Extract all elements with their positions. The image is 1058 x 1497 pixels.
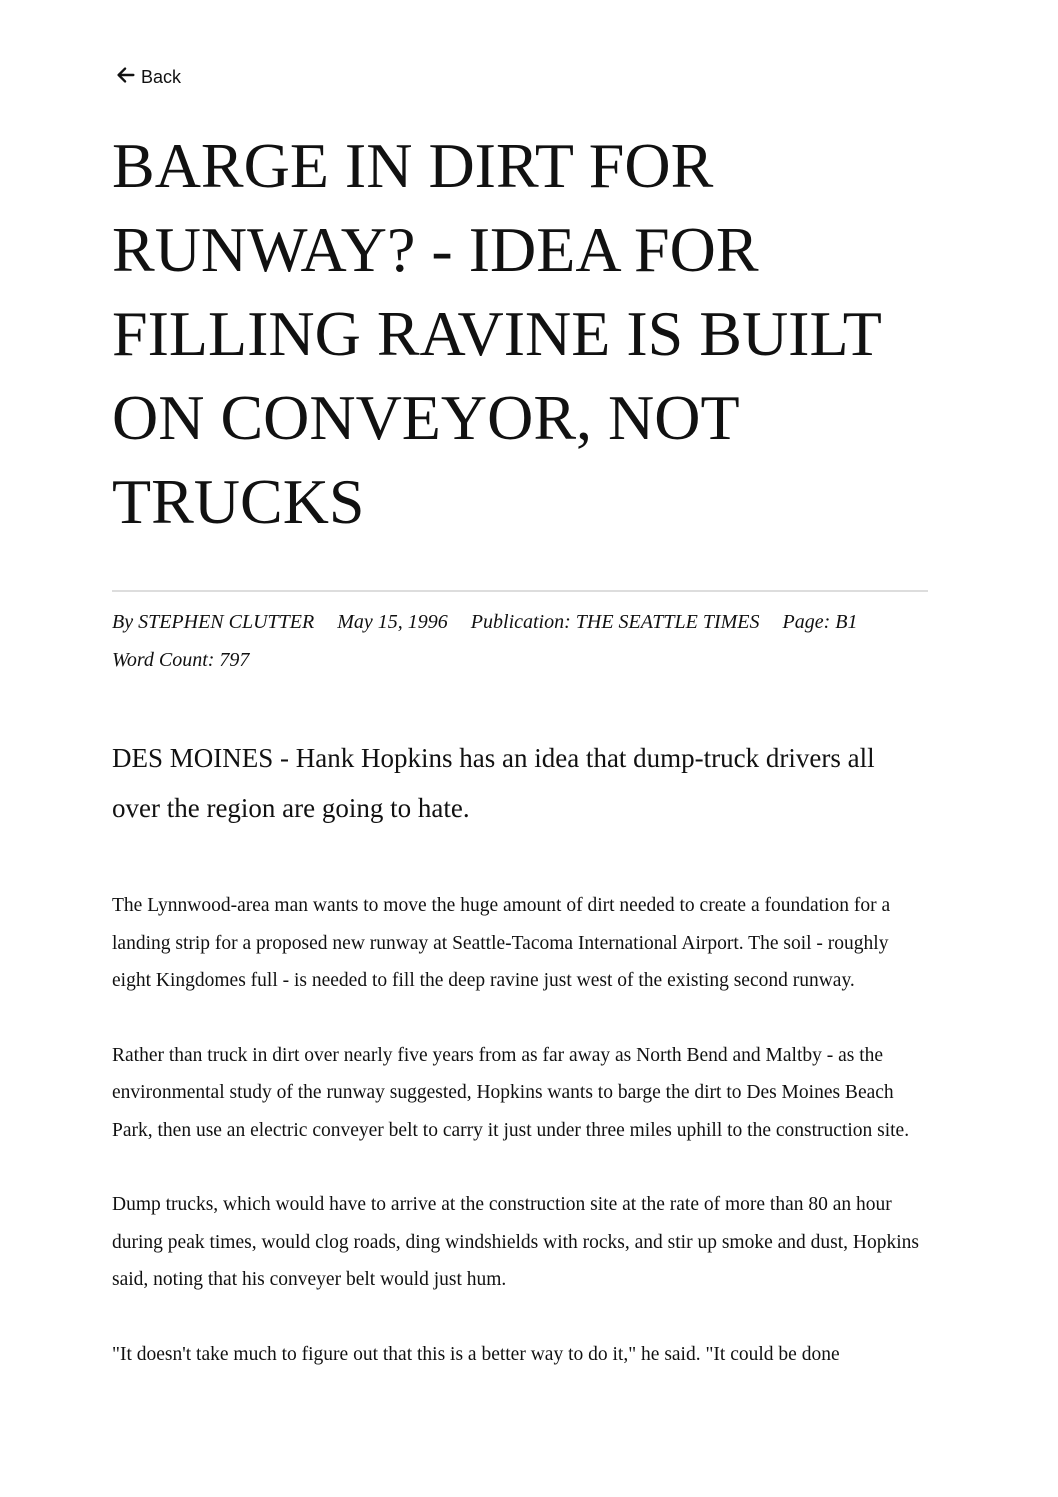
body-paragraph: "It doesn't take much to figure out that this is a better way to do it," he said. "It could be done <box>112 1343 840 1365</box>
article-title: BARGE IN DIRT FOR RUNWAY? - IDEA FOR FILLING RAVINE IS BUILT ON CONVEYOR, NOT TRUCKS <box>112 130 881 537</box>
article-meta <box>112 603 928 679</box>
body-paragraph: Dump trucks, which would have to arrive at the construction site at the rate of more than 80 an hour during peak times, would clog roads, ding windshields with rocks, and stir up smoke and dust, Hopkins said, noting that his conveyer belt would just hum. <box>112 1194 920 1290</box>
byline: By STEPHEN CLUTTER <box>112 611 315 633</box>
publication: Publication: THE SEATTLE TIMES <box>470 611 760 633</box>
body-paragraph: Rather than truck in dirt over nearly five years from as far away as North Bend and Maltby - as the environmental study of the runway suggested, Hopkins wants to barge the dirt to Des Moines Beach Park, then use an electric conveyer belt to carry it just under three miles uphill to the construction site. <box>112 1044 910 1141</box>
publish-date: May 15, 1996 <box>337 611 448 633</box>
back-link[interactable] <box>115 64 181 91</box>
word-count: Word Count: 797 <box>112 649 250 671</box>
article-lede: DES MOINES - Hank Hopkins has an idea that dump-truck drivers all over the region are going to hate. <box>112 743 875 823</box>
title-divider <box>112 590 928 592</box>
article-body <box>112 887 928 1410</box>
body-paragraph: The Lynnwood-area man wants to move the huge amount of dirt needed to create a foundation for a landing strip for a proposed new runway at Seattle-Tacoma International Airport. The soil - roughly eight Kingdomes full - is needed to fill the deep ravine just west of the existing second runway. <box>112 895 891 991</box>
back-label: Back <box>141 67 182 87</box>
arrow-left-icon <box>115 64 137 91</box>
page-number: Page: B1 <box>782 611 858 633</box>
